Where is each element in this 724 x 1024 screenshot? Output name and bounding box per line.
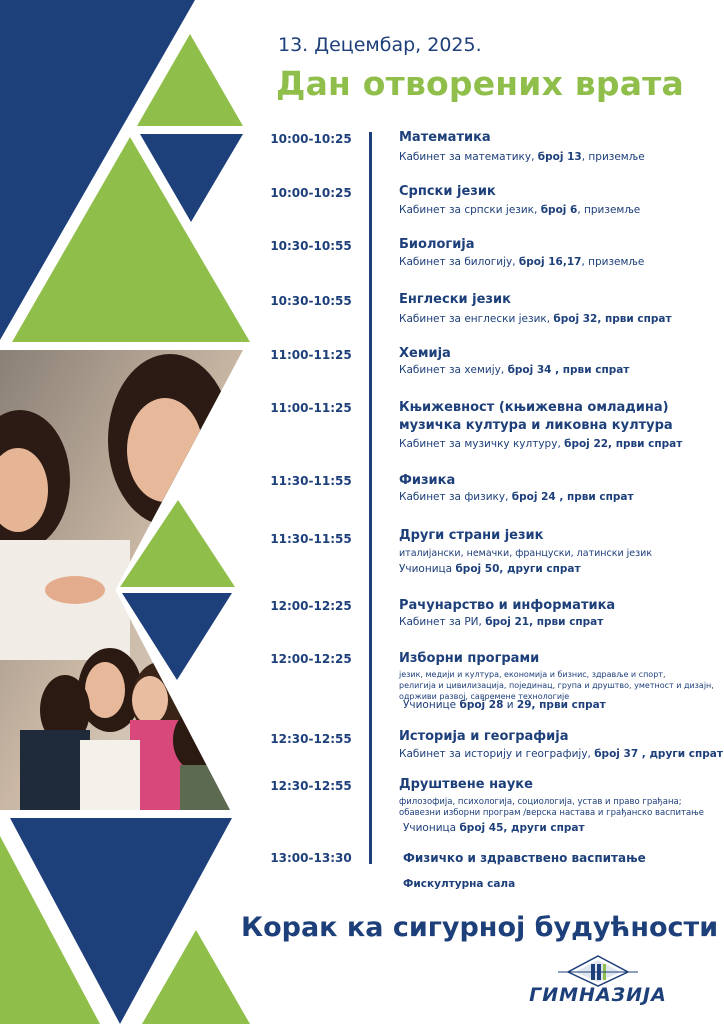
subject-note: религија и цивилизација, појединац, група и друштво, уметност и дизајн, xyxy=(399,681,714,690)
room-info: Кабинет за билогију, број 16,17, приземље xyxy=(399,256,645,268)
subject-title: Књижевност (књижевна омладина) xyxy=(399,400,669,415)
subject-title: Српски језик xyxy=(399,184,496,199)
room-info: Кабинет за математику, број 13, приземље xyxy=(399,151,645,163)
time-slot: 11:00-11:25 xyxy=(270,401,352,415)
subject-note: обавезни изборни програм /верска настава и грађанско васпитање xyxy=(399,808,705,818)
time-slot: 12:00-12:25 xyxy=(270,599,352,613)
room-info: Кабинет за српски језик, број 6, приземље xyxy=(399,204,641,216)
time-slot: 10:00-10:25 xyxy=(270,132,352,146)
room-info: Учионице број 28 и 29, први спрат xyxy=(403,699,606,711)
room-info: Кабинет за историју и географију, број 37 , други спрат xyxy=(399,748,723,760)
room-info: Кабинет за РИ, број 21, први спрат xyxy=(399,616,604,628)
room-info: Кабинет за енглески језик, број 32, први спрат xyxy=(399,313,672,325)
subject-note: језик, медији и култура, економија и бизнис, здравље и спорт, xyxy=(399,670,666,679)
school-logo xyxy=(528,954,668,1010)
time-slot: 12:30-12:55 xyxy=(270,779,352,793)
slogan: Корак ка сигурној будућности xyxy=(241,912,719,943)
subject-title: Историја и географија xyxy=(399,729,569,744)
logo-text: ГИМНАЗИЈА xyxy=(529,984,667,1006)
time-slot: 10:30-10:55 xyxy=(270,239,352,253)
subject-title: Хемија xyxy=(399,346,451,361)
subject-title: Енглески језик xyxy=(399,292,511,307)
subject-title: Физичко и здравствено васпитање xyxy=(403,851,646,865)
room-info: Кабинет за музичку културу, број 22, први спрат xyxy=(399,438,683,450)
subject-note: филозофија, психологија, социологија, устав и право грађана; xyxy=(399,797,682,807)
time-slot: 11:30-11:55 xyxy=(270,474,352,488)
subject-title: Друштвене науке xyxy=(399,777,533,792)
subject-title: Математика xyxy=(399,130,491,145)
event-title: Дан отворених врата xyxy=(276,64,684,103)
time-slot: 10:30-10:55 xyxy=(270,294,352,308)
subject-title: Рачунарство и информатика xyxy=(399,598,616,613)
subject-title: Изборни програми xyxy=(399,651,540,666)
timeline-line xyxy=(369,132,372,864)
subject-title-line2: музичка култура и ликовна култура xyxy=(399,418,673,433)
subject-note: италијански, немачки, француски, латински језик xyxy=(399,548,653,559)
room-info: Учионица број 50, други спрат xyxy=(399,563,581,575)
room-info: Фискултурна сала xyxy=(403,878,516,890)
event-date: 13. Децембар, 2025. xyxy=(278,34,482,56)
room-info: Учионица број 45, други спрат xyxy=(403,822,585,834)
time-slot: 13:00-13:30 xyxy=(270,851,352,865)
subject-title: Биологија xyxy=(399,237,475,252)
time-slot: 11:30-11:55 xyxy=(270,532,352,546)
room-info: Кабинет за хемију, број 34 , први спрат xyxy=(399,364,630,376)
room-info: Кабинет за физику, број 24 , први спрат xyxy=(399,491,634,503)
time-slot: 12:00-12:25 xyxy=(270,652,352,666)
time-slot: 10:00-10:25 xyxy=(270,186,352,200)
logo-emblem-icon xyxy=(528,954,668,988)
subject-title: Физика xyxy=(399,473,456,488)
time-slot: 12:30-12:55 xyxy=(270,732,352,746)
subject-title: Други страни језик xyxy=(399,528,544,543)
time-slot: 11:00-11:25 xyxy=(270,348,352,362)
subject-note: одрживи развој, савремене технологије xyxy=(399,692,570,701)
